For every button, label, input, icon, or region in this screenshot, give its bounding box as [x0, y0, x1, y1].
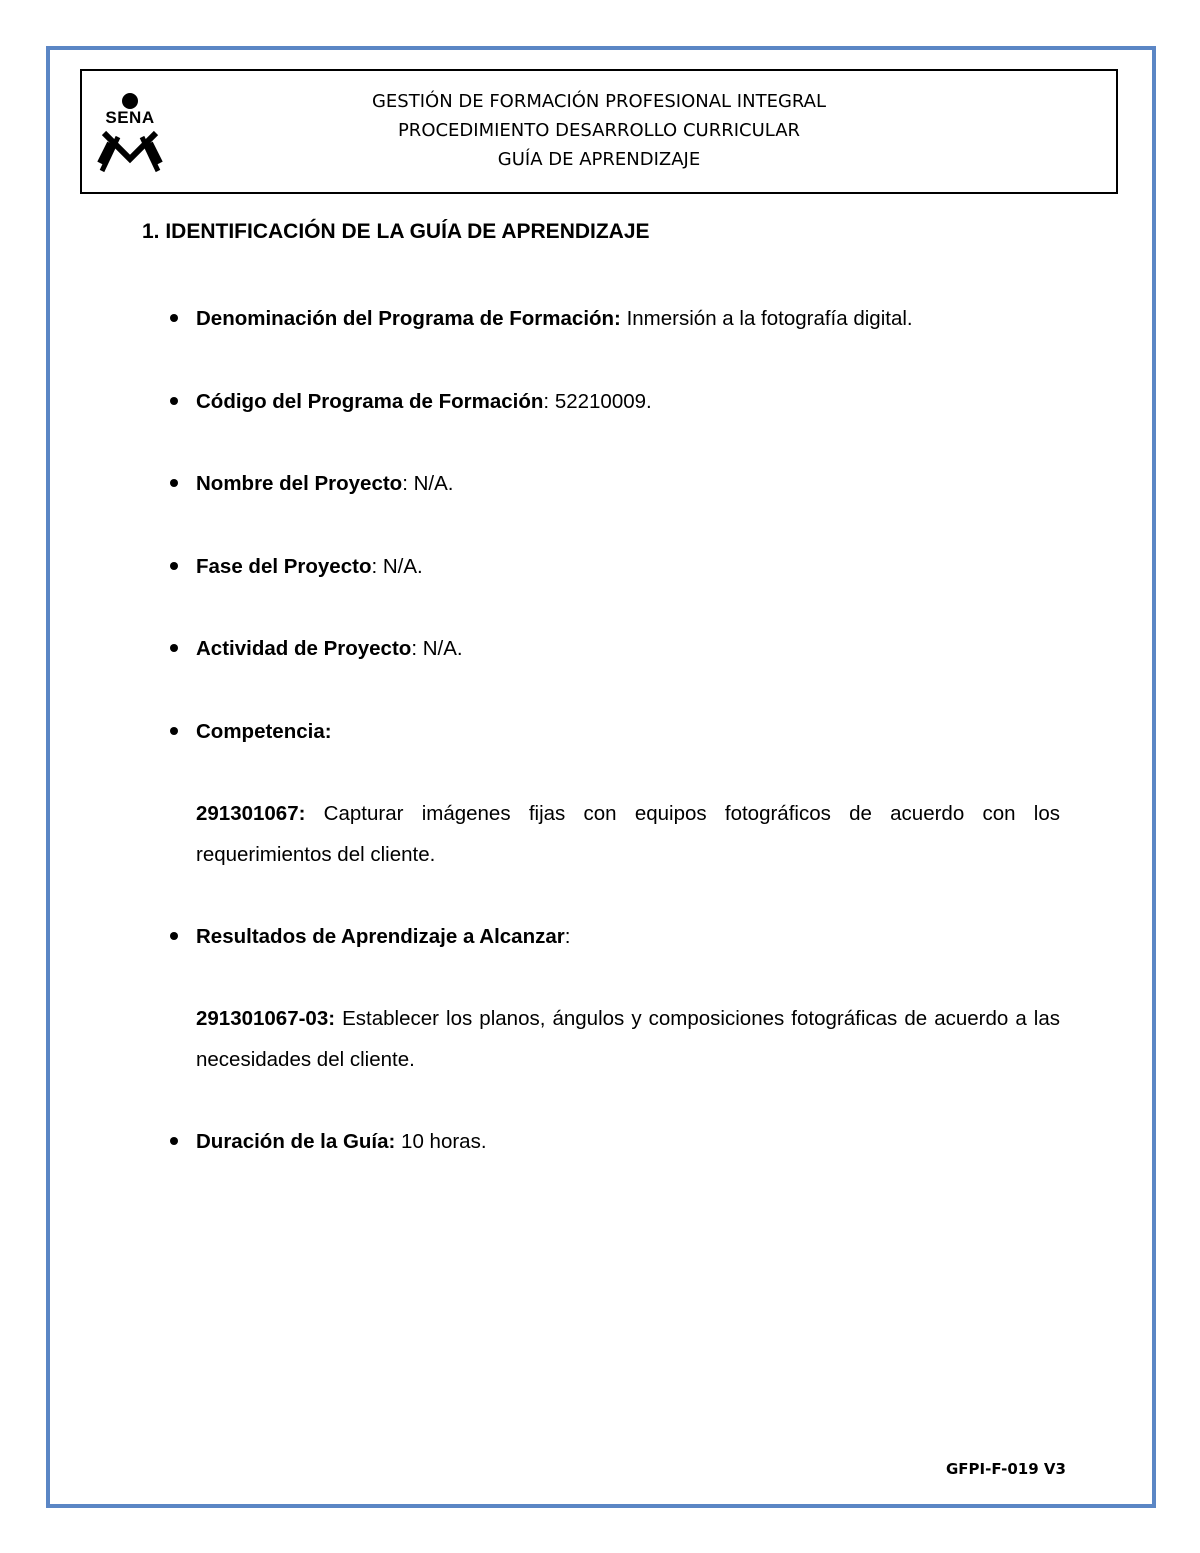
- item-label: Resultados de Aprendizaje a Alcanzar: [196, 925, 565, 948]
- item-value: : N/A.: [402, 472, 454, 495]
- item-label: Actividad de Proyecto: [196, 637, 412, 660]
- document-header: [80, 69, 1118, 194]
- document-code: GFPI-F-019 V3: [946, 1460, 1066, 1478]
- bullet-icon: [170, 932, 178, 940]
- item-value: Inmersión a la fotografía digital.: [620, 307, 913, 330]
- bullet-icon: [170, 479, 178, 487]
- list-item-programa: [196, 298, 1060, 339]
- header-line-2: PROCEDIMIENTO DESARROLLO CURRICULAR: [397, 120, 801, 141]
- resultado-detail: [196, 998, 1060, 1080]
- header-line-3: GUÍA DE APRENDIZAJE: [497, 149, 701, 170]
- competencia-detail: [196, 793, 1060, 875]
- item-label: Competencia:: [196, 720, 332, 743]
- item-label: Denominación del Programa de Formación:: [196, 307, 621, 330]
- item-value: :: [564, 925, 571, 948]
- list-item-proyecto: [196, 463, 1060, 504]
- list-item-competencia: [196, 711, 1060, 752]
- item-value: 10 horas.: [395, 1130, 487, 1153]
- item-label: Duración de la Guía:: [196, 1130, 396, 1153]
- section-title: 1. IDENTIFICACIÓN DE LA GUÍA DE APRENDIZAJE: [142, 220, 650, 243]
- item-label: Nombre del Proyecto: [196, 472, 403, 495]
- header-line-1: GESTIÓN DE FORMACIÓN PROFESIONAL INTEGRAL: [371, 91, 827, 112]
- item-value: : 52210009.: [543, 390, 652, 413]
- bullet-icon: [170, 1137, 178, 1145]
- list-item-resultados: [196, 916, 1060, 957]
- item-value: : N/A.: [371, 555, 423, 578]
- item-label: Código del Programa de Formación: [196, 390, 544, 413]
- bullet-icon: [170, 727, 178, 735]
- item-value: : N/A.: [411, 637, 463, 660]
- competencia-code: 291301067:: [196, 802, 306, 825]
- list-item-actividad: [196, 628, 1060, 669]
- bullet-icon: [170, 644, 178, 652]
- list-item-duracion: [196, 1121, 1060, 1162]
- logo-text: SENA: [105, 108, 155, 127]
- bullet-icon: [170, 314, 178, 322]
- header-text: [82, 87, 1116, 174]
- competencia-text: Capturar imágenes fijas con equipos fotográficos de acuerdo con los requerimientos del cliente.: [196, 802, 1060, 866]
- bullet-icon: [170, 562, 178, 570]
- page-border: [46, 46, 1156, 1508]
- resultado-code: 291301067-03:: [196, 1007, 336, 1030]
- resultado-text: Establecer los planos, ángulos y composiciones fotográficas de acuerdo a las necesidades del cliente.: [196, 1007, 1060, 1071]
- list-item-fase: [196, 546, 1060, 587]
- list-item-codigo: [196, 381, 1060, 422]
- bullet-icon: [170, 397, 178, 405]
- item-label: Fase del Proyecto: [196, 555, 372, 578]
